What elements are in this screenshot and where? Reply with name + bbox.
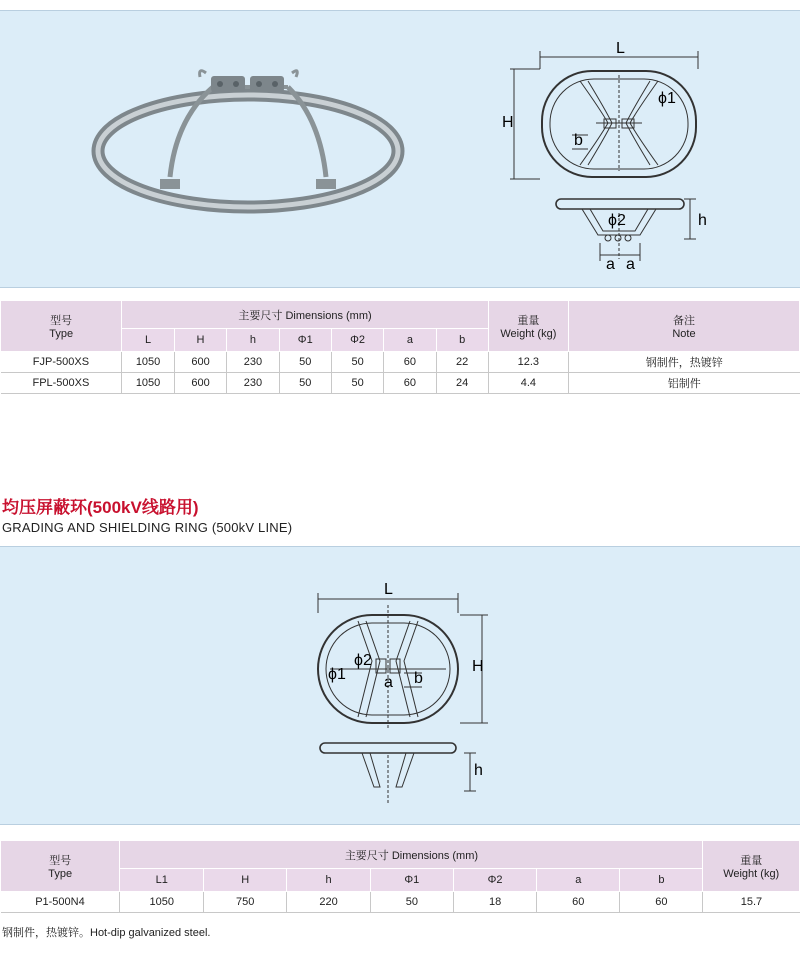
col-b: b bbox=[436, 329, 488, 352]
dimension-drawing-1 bbox=[500, 39, 720, 279]
dim-label-b: b bbox=[574, 132, 583, 149]
weight-header: 重量 Weight (kg) bbox=[488, 301, 568, 352]
col-a: a bbox=[537, 869, 620, 892]
col-h: h bbox=[227, 329, 279, 352]
dim-label-h: h bbox=[698, 212, 707, 229]
note-header: 备注 Note bbox=[568, 301, 799, 352]
weight-header: 重量 Weight (kg) bbox=[703, 841, 800, 892]
col-phi2: Φ2 bbox=[453, 869, 536, 892]
type-header: 型号 Type bbox=[1, 301, 122, 352]
footnote: 钢制件，热镀锌。Hot-dip galvanized steel. bbox=[2, 927, 211, 939]
dim2-label-h: h bbox=[474, 762, 483, 779]
product-figure-panel-1 bbox=[0, 10, 800, 288]
table-row: P1-500N4 1050 750 220 50 18 60 60 15.7 bbox=[1, 892, 800, 913]
product-figure-panel-2 bbox=[0, 546, 800, 825]
col-b: b bbox=[620, 869, 703, 892]
col-a: a bbox=[384, 329, 436, 352]
dim2-label-a: a bbox=[384, 674, 393, 691]
dim2-label-b: b bbox=[414, 670, 423, 687]
col-L1: L1 bbox=[120, 869, 204, 892]
dimensions-header: 主要尺寸 Dimensions (mm) bbox=[120, 841, 703, 869]
ring-photo bbox=[88, 59, 408, 229]
col-H: H bbox=[174, 329, 226, 352]
dim2-label-phi1: ϕ1 bbox=[328, 666, 346, 683]
dim-label-phi1: ϕ1 bbox=[658, 90, 676, 107]
dim2-label-L: L bbox=[384, 581, 393, 598]
col-phi1: Φ1 bbox=[279, 329, 331, 352]
dim-label-phi2: ϕ2 bbox=[608, 212, 626, 229]
type-header: 型号 Type bbox=[1, 841, 120, 892]
dim-label-H: H bbox=[502, 114, 514, 131]
dim2-label-H: H bbox=[472, 658, 484, 675]
col-L: L bbox=[122, 329, 175, 352]
col-H: H bbox=[204, 869, 287, 892]
dimension-drawing-2 bbox=[300, 579, 500, 819]
spec-table-2 bbox=[0, 840, 800, 913]
col-phi2: Φ2 bbox=[331, 329, 383, 352]
col-phi1: Φ1 bbox=[370, 869, 453, 892]
dim-label-a-right: a bbox=[626, 256, 635, 273]
table-row: FJP-500XS 1050 600 230 50 50 60 22 12.3 钢制件，热镀锌 bbox=[1, 352, 800, 373]
col-h: h bbox=[287, 869, 370, 892]
section-title-zh: 均压屏蔽环(500kV线路用) bbox=[2, 498, 199, 517]
spec-table-1 bbox=[0, 300, 800, 394]
dimensions-header: 主要尺寸 Dimensions (mm) bbox=[122, 301, 488, 329]
dim-label-a-left: a bbox=[606, 256, 615, 273]
dim-label-L: L bbox=[616, 40, 625, 57]
table-row: FPL-500XS 1050 600 230 50 50 60 24 4.4 铝制件 bbox=[1, 373, 800, 394]
dim2-label-phi2: ϕ2 bbox=[354, 652, 372, 669]
section-title-en: GRADING AND SHIELDING RING (500kV LINE) bbox=[2, 520, 293, 535]
